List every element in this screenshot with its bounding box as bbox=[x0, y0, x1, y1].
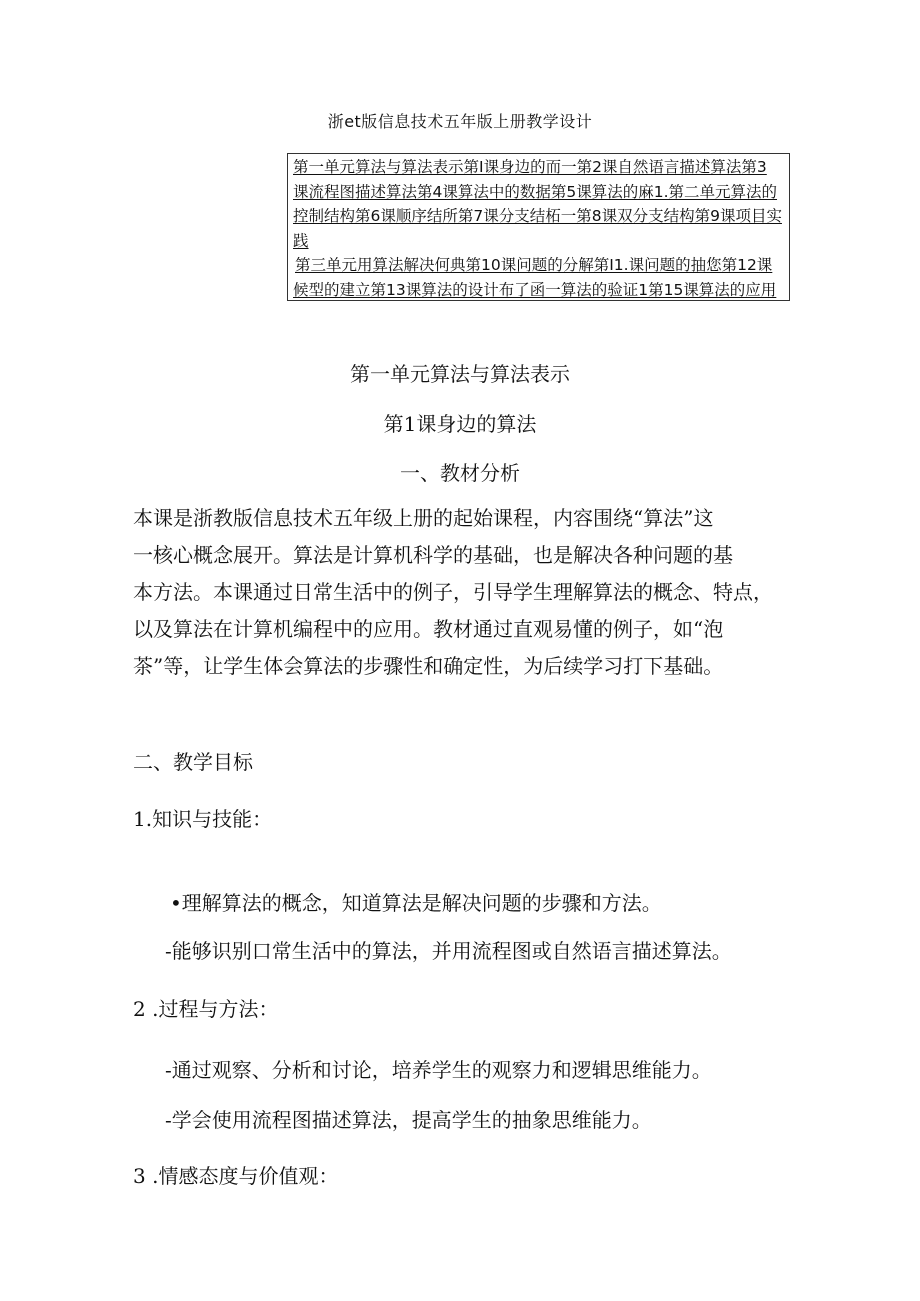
textbook-analysis-paragraph bbox=[133, 500, 793, 685]
paragraph-line: 本课是浙教版信息技术五年级上册的起始课程，内容围绕“算法”这 bbox=[133, 506, 714, 530]
paragraph-line: 一核心概念展开。算法是计算机科学的基础，也是解决各种问题的基 bbox=[133, 543, 733, 567]
toc-line[interactable]: 第一单元算法与算法表示第I课身边的而一第2课自然语言描述算法第3 bbox=[293, 158, 767, 176]
paragraph-line: 以及算法在计算机编程中的应用。教材通过直观易懂的例子，如“泡 bbox=[133, 617, 724, 641]
goal-item: •理解算法的概念，知道算法是解决问题的步骤和方法。 bbox=[170, 891, 662, 915]
section-heading-teaching-goals: 二、教学目标 bbox=[133, 750, 253, 774]
goal-heading-process-methods: 2 .过程与方法： bbox=[133, 997, 279, 1021]
toc-line[interactable]: 第三单元用算法解决何典第10课问题的分解第I1.课问题的抽您第12课 bbox=[295, 256, 773, 274]
goal-heading-attitude-values: 3 .情感态度与价值观： bbox=[133, 1164, 339, 1188]
section-heading-textbook-analysis: 一、教材分析 bbox=[400, 461, 520, 485]
paragraph-line: 本方法。本课通过日常生活中的例子，引导学生理解算法的概念、特点， bbox=[133, 580, 773, 604]
paragraph-line: 茶”等，让学生体会算法的步骤性和确定性，为后续学习打下基础。 bbox=[133, 654, 724, 678]
goal-item: -能够识别口常生活中的算法，并用流程图或自然语言描述算法。 bbox=[165, 939, 732, 963]
toc-line[interactable]: 控制结构第6课顺序结所第7课分支结柘一第8课双分支结构第9课项目实 bbox=[293, 207, 782, 225]
lesson-title: 第1课身边的算法 bbox=[383, 412, 537, 436]
table-of-contents bbox=[287, 153, 790, 301]
toc-line[interactable]: 候型的建立第13课算法的设计布了函一算法的验证1第15课算法的应用 bbox=[293, 280, 777, 299]
document-title: 浙et版信息技术五年版上册教学设计 bbox=[327, 112, 593, 131]
toc-line[interactable]: 课流程图描述算法第4课算法中的数据第5课算法的麻1.第二单元算法的 bbox=[293, 182, 778, 201]
toc-line[interactable]: 践 bbox=[293, 231, 309, 250]
unit-title: 第一单元算法与算法表示 bbox=[350, 362, 570, 386]
goal-item: -通过观察、分析和讨论，培养学生的观察力和逻辑思维能力。 bbox=[165, 1058, 712, 1082]
goal-heading-knowledge-skills: 1.知识与技能： bbox=[133, 807, 273, 831]
goal-item: -学会使用流程图描述算法，提高学生的抽象思维能力。 bbox=[165, 1108, 652, 1132]
